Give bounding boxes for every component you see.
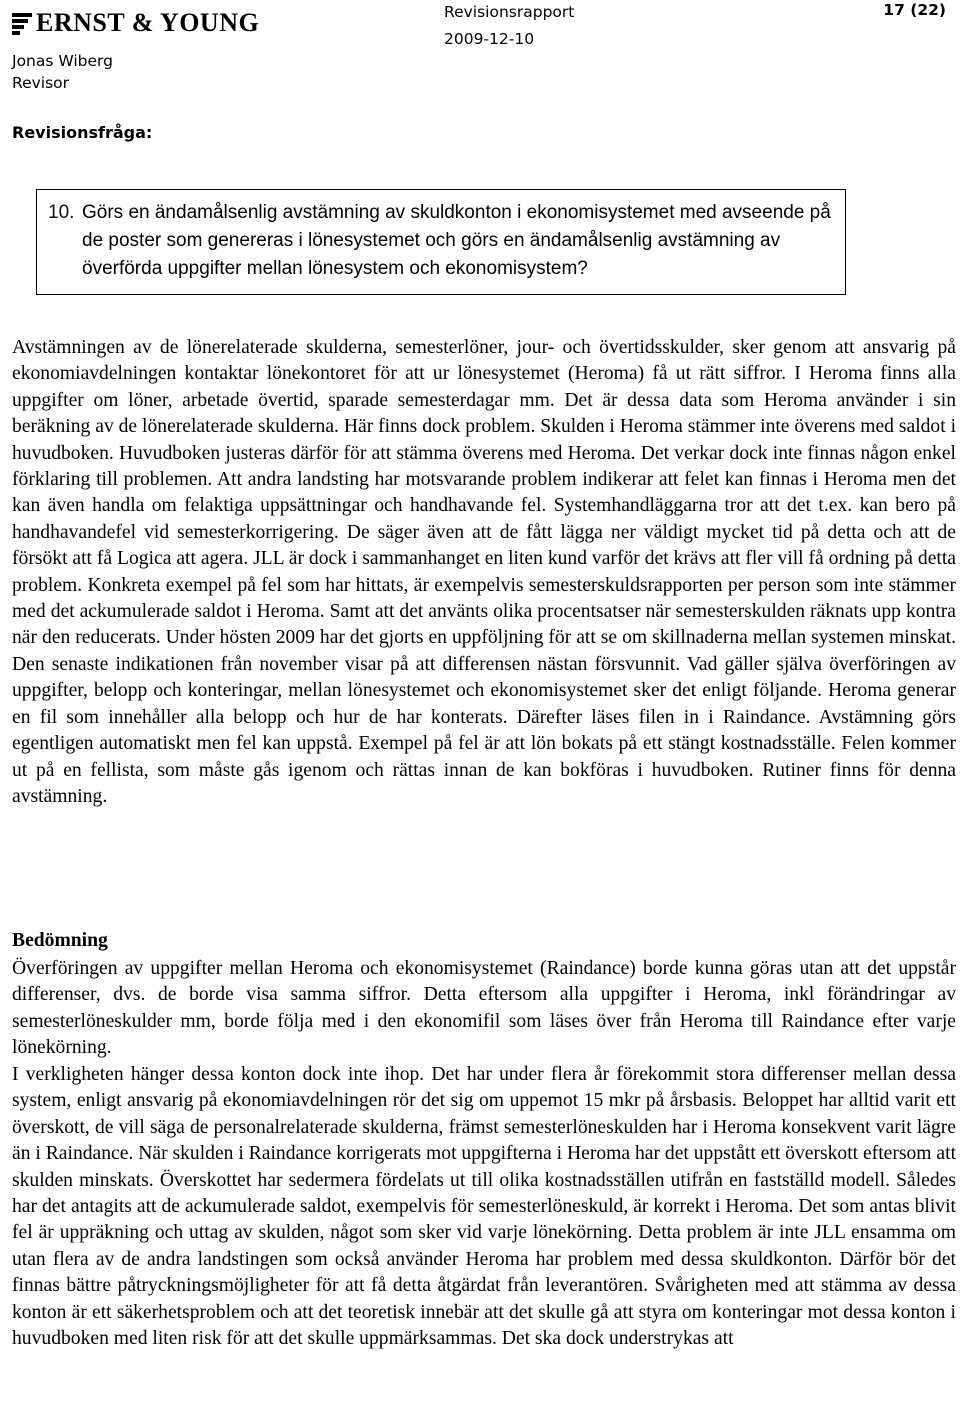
question-number: 10. xyxy=(48,202,75,223)
logo-text: ERNST & YOUNG xyxy=(36,8,260,37)
assessment-paragraph-2: I verkligheten hänger dessa konton dock inte ihop. Det har under flera år förekommit stora differenser mellan dessa system, enligt ansvarig på ekonomiavdelningen rör det sig om uppemot 15 mkr på årsbasis. Beloppet har alltid varit ett överskott, de vill säga de personalrelaterade skulderna, främst semesterlöneskulden har i Heroma konsekvent varit lägre än i Raindance. När skulden i Raindance korrigerats mot uppgifterna i Heroma har det uppstått ett överskott eftersom att skulden minskats. Överskottet har sedermera fördelats ut till olika kostnadsställen utifrån en fastställd modell. Således har det antagits att de ackumulerade saldot, exempelvis för semesterlöneskuld, är korrekt i Heroma. Det som antas blivit fel är uppräkning och uttag av skulden, något som sker vid varje lönekörning. Detta problem är inte JLL ensamma om utan flera av de andra landstingen som också använder Heroma har problem med dessa skuldkonton. Därför bör det finnas bättre påtryckningsmöjligheter för att få detta åtgärdat från leverantören. Svårigheten med att stämma av dessa konton är ett säkerhetsproblem och att det teoretisk innebär att det skulle gå att styra om konteringar mot dessa konton i huvudboken med liten risk för att det skulle uppmärksammas. Det ska dock understrykas att xyxy=(12,1064,957,1350)
author-block xyxy=(12,50,113,94)
report-date: 2009-12-10 xyxy=(444,30,535,48)
author-name: Jonas Wiberg xyxy=(12,52,113,70)
company-logo xyxy=(12,8,259,38)
assessment-heading: Bedömning xyxy=(12,930,108,951)
page-header xyxy=(0,0,960,100)
section-title: Revisionsfråga: xyxy=(12,123,153,142)
logo-mark-icon xyxy=(12,11,32,35)
author-role: Revisor xyxy=(12,74,70,92)
question-text: Görs en ändamålsenlig avstämning av skuldkonton i ekonomisystemet med avseende på de poster som genereras i lönesystemet och görs en ändamålsenlig avstämning av överförda uppgifter mellan lönesystem och ekonomisystem? xyxy=(82,202,831,279)
page-number: 17 (22) xyxy=(883,1,946,19)
answer-paragraph: Avstämningen av de lönerelaterade skulderna, semesterlöner, jour- och övertidsskulder, sker genom att ansvarig på ekonomiavdelningen kontaktar lönekontoret för att ur lönesystemet (Heroma) få ut rätt siffror. I Heroma finns alla uppgifter om löner, arbetade övertid, sparade semesterdagar mm. Det är dessa data som Heroma använder i sin beräkning av de lönerelaterade skulderna. Här finns dock problem. Skulden i Heroma stämmer inte överens med saldot i huvudboken. Huvudboken justeras därför för att stämma överens med Heroma. Det verkar dock inte finnas någon enkel förklaring till problemen. Att andra landsting har motsvarande problem indikerar att felet kan finnas i Heroma men det kan även handla om felaktiga uppsättningar och handhavande fel. Systemhandläggarna tror att det t.ex. kan bero på handhavandefel vid semesterkorrigering. De säger även att de fått lägga ner väldigt mycket tid på detta och att de försökt att få Logica att agera. JLL är dock i sammanhanget en liten kund varför det krävs att fler vill få ordning på detta problem. Konkreta exempel på fel som har hittats, är exempelvis semesterskuldsrapporten per person som inte stämmer med det ackumulerade saldot i Heroma. Samt att det använts olika procentsatser när semesterskulden räknats upp kontra när den reducerats. Under hösten 2009 har det gjorts en uppföljning för att se om skillnaderna mellan systemen minskat. Den senaste indikationen från november visar på att differensen nästan försvunnit. Vad gäller själva överföringen av uppgifter, belopp och konteringar, mellan lönesystemet och ekonomisystemet sker det enligt följande. Heroma generar en fil som innehåller alla belopp och hur de har konterats. Därefter läses filen in i Raindance. Avstämning görs egentligen automatiskt men fel kan uppstå. Exempel på fel är att lön bokats på ett stängt kostnadsställe. Felen kommer ut på en fellista, som måste gås igenom och rättas innan de kan bokföras i huvudboken. Rutiner finns för denna avstämning. xyxy=(12,337,957,807)
assessment-paragraph-1: Överföringen av uppgifter mellan Heroma och ekonomisystemet (Raindance) borde kunna göras utan att det uppstår differenser, dvs. de borde visa samma siffror. Detta eftersom alla uppgifter i Heroma, inkl förändringar av semesterlöneskulder mm, borde följa med i den ekonomifil som läses över från Heroma till Raindance efter varje lönekörning. xyxy=(12,958,956,1059)
report-info xyxy=(444,1,574,50)
report-title: Revisionsrapport xyxy=(444,3,575,21)
